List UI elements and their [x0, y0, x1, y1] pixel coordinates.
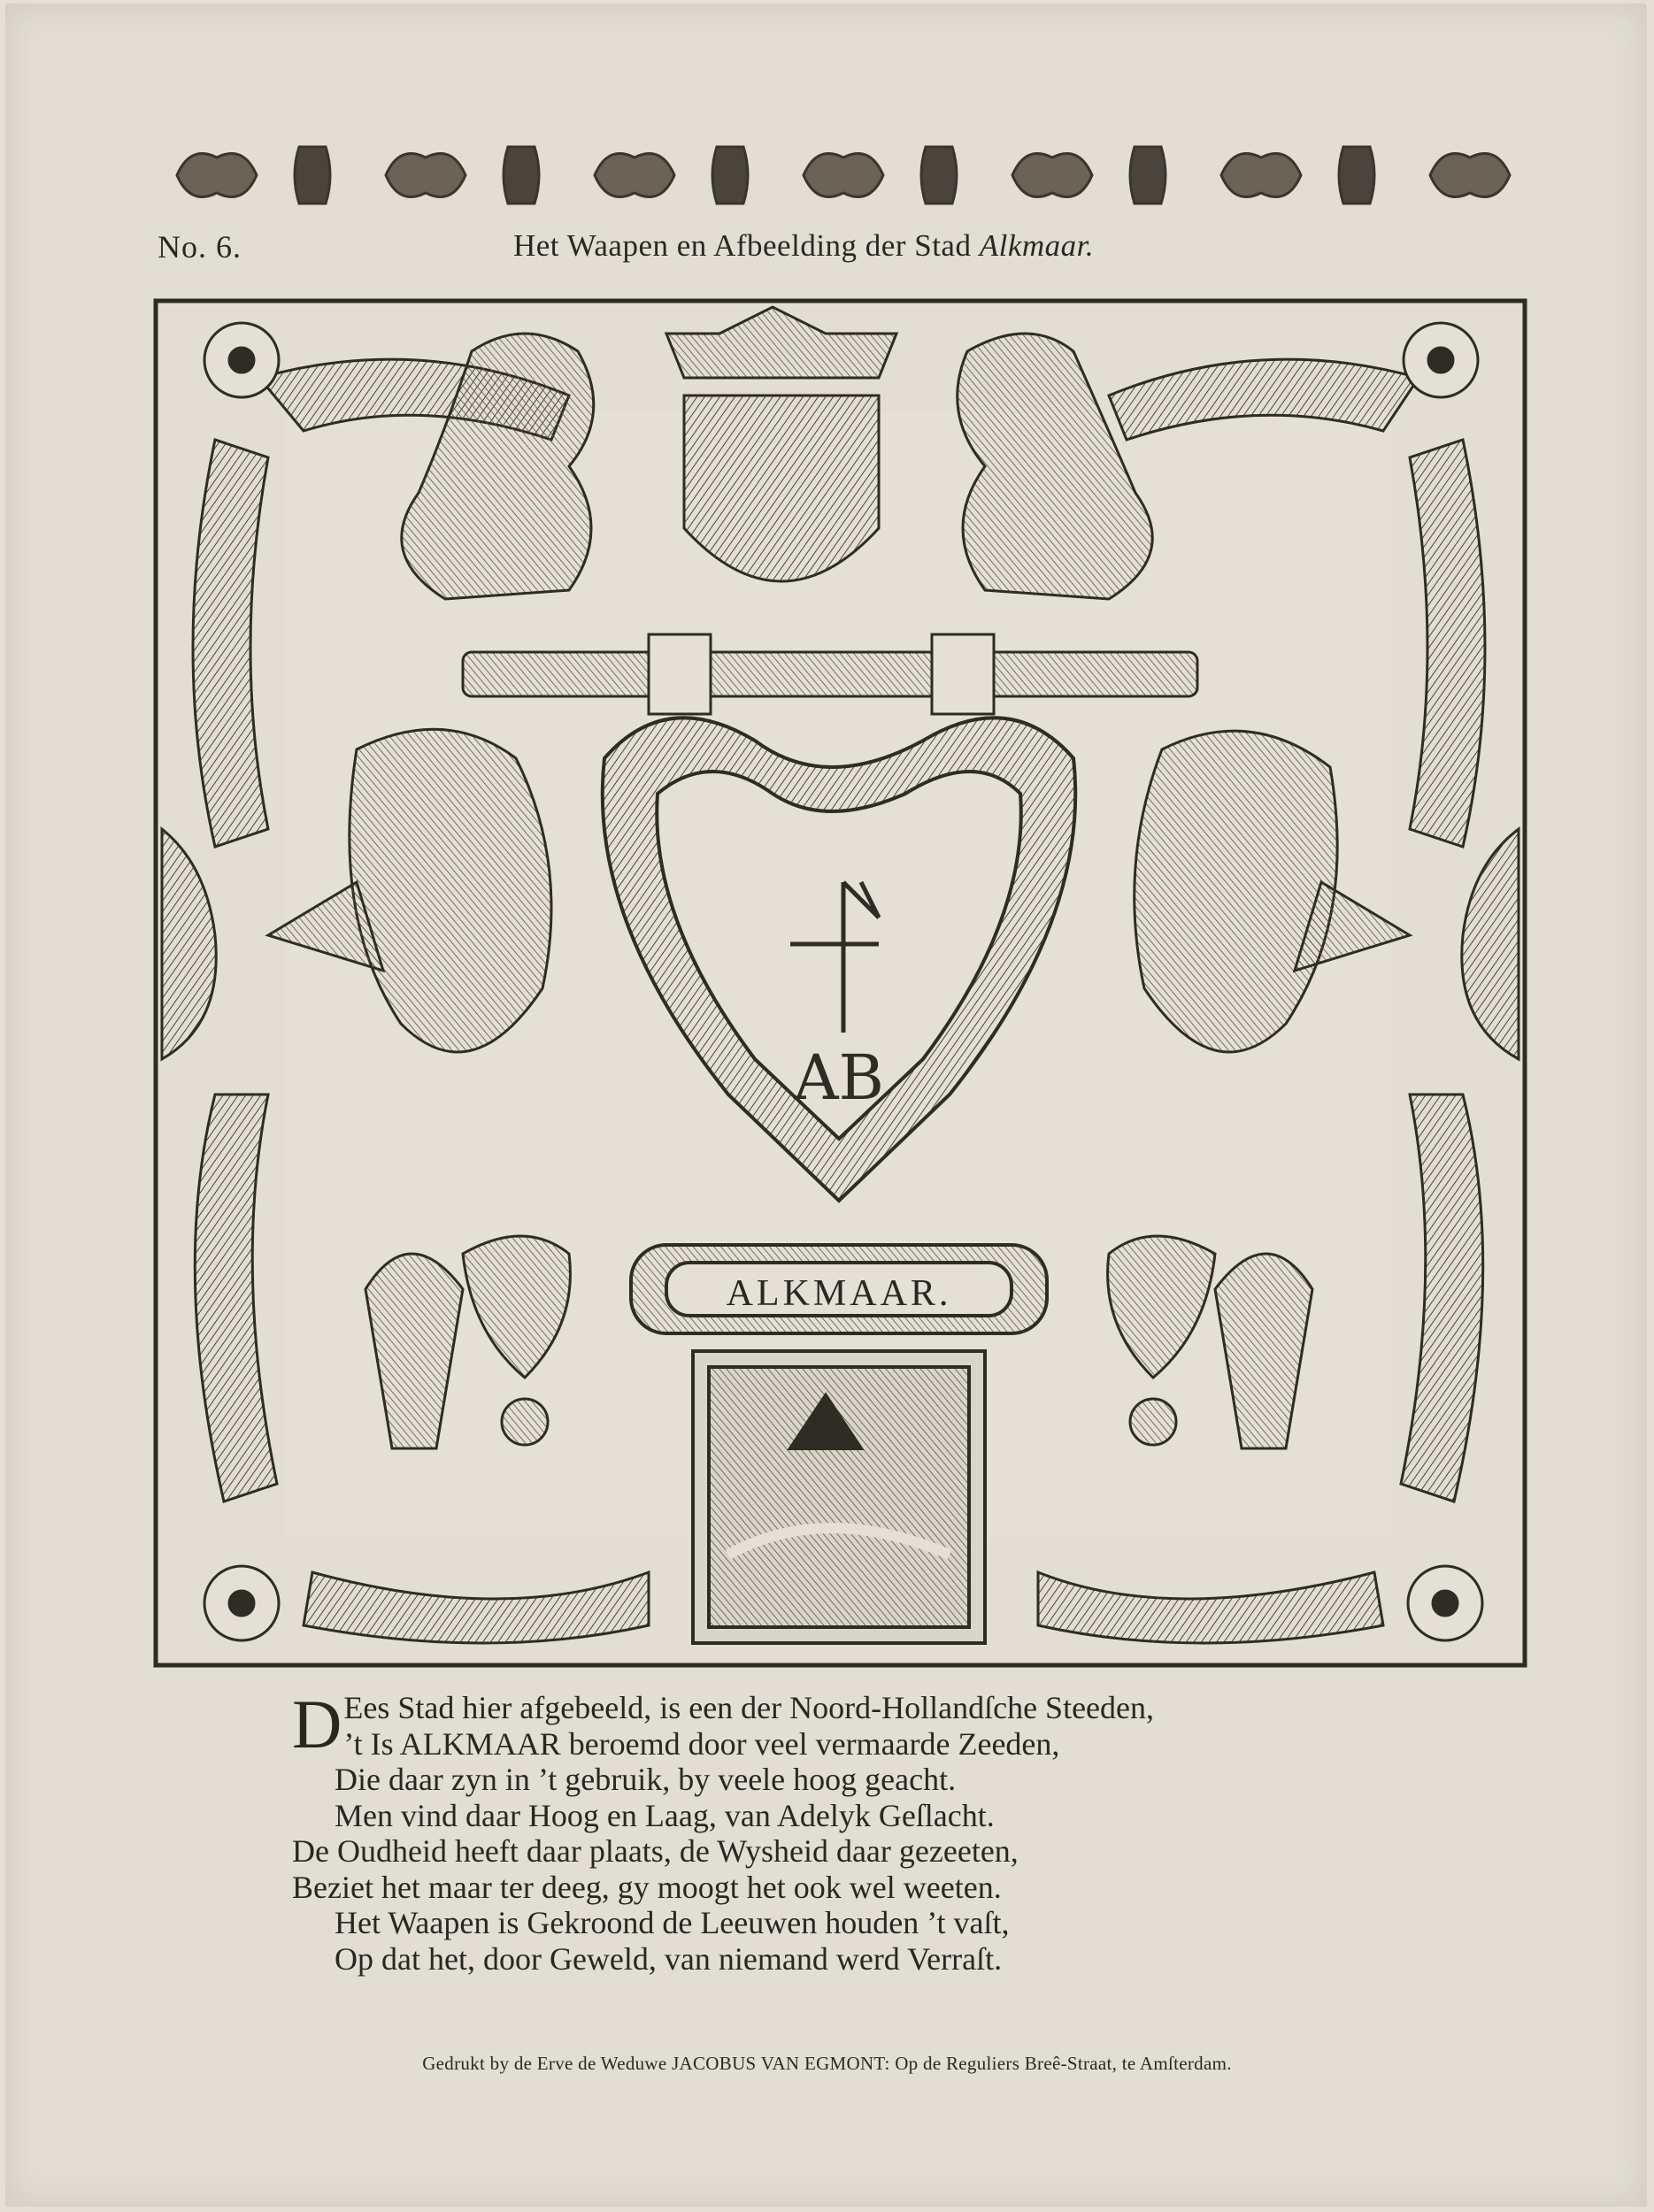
poem-line-6: Beziet het maar ter deeg, gy moogt het ook wel weeten. — [292, 1869, 1002, 1905]
poem-line-4: Men vind daar Hoog en Laag, van Adelyk Geſlacht. — [335, 1797, 995, 1833]
city-banner: ALKMAAR. — [726, 1273, 952, 1314]
band-ornament-scroll — [804, 154, 883, 197]
band-ornament-scroll — [1430, 154, 1510, 197]
poem-line-1: D Ees Stad hier afgebeeld, is een der Noord-Hollandſche Steeden, — [292, 1686, 1155, 1763]
title-prefix: Het Waapen en Afbeelding der Stad — [513, 228, 972, 263]
band-ornament-scroll — [1221, 154, 1301, 197]
band-ornament-lattice — [504, 147, 539, 204]
poem-line-8: Op dat het, door Geweld, van niemand werd Verraſt. — [335, 1940, 1003, 1977]
title-city: Alkmaar. — [979, 228, 1095, 263]
band-ornament-scroll — [595, 154, 674, 197]
band-ornament-scroll — [1012, 154, 1092, 197]
poem-line-7: Het Waapen is Gekroond de Leeuwen houden ’t vaſt, — [335, 1905, 1010, 1940]
band-ornament-lattice — [1130, 147, 1165, 204]
band-ornament-scroll — [177, 154, 257, 197]
crowned-shield — [666, 307, 896, 581]
poem-line-2: ’t Is ALKMAAR beroemd door veel vermaarde Zeeden, — [343, 1725, 1060, 1762]
plate-number: No. 6. — [158, 229, 242, 265]
poem — [292, 1686, 1442, 1977]
coat-of-arms-woodcut — [153, 298, 1527, 1668]
page-title — [513, 228, 1094, 264]
band-ornament-lattice — [295, 147, 330, 204]
band-ornament-scroll — [386, 154, 465, 197]
poem-line-5: De Oudheid heeft daar plaats, de Wysheid daar gezeeten, — [292, 1833, 1019, 1869]
header-row — [0, 228, 1654, 273]
poem-line-3: Die daar zyn in ’t gebruik, by veele hoog geacht. — [335, 1762, 957, 1797]
band-ornament-lattice — [1339, 147, 1374, 204]
monogram-text: AB — [794, 1041, 884, 1114]
band-ornament-lattice — [712, 147, 748, 204]
printer-imprint: Gedrukt by de Erve de Weduwe JACOBUS VAN EGMONT: Op de Reguliers Breê-Straat, te Amſterdam. — [422, 2053, 1232, 2074]
city-view — [693, 1351, 985, 1643]
drop-cap: D — [292, 1686, 342, 1763]
ornament-band — [173, 140, 1527, 211]
band-ornament-lattice — [921, 147, 957, 204]
